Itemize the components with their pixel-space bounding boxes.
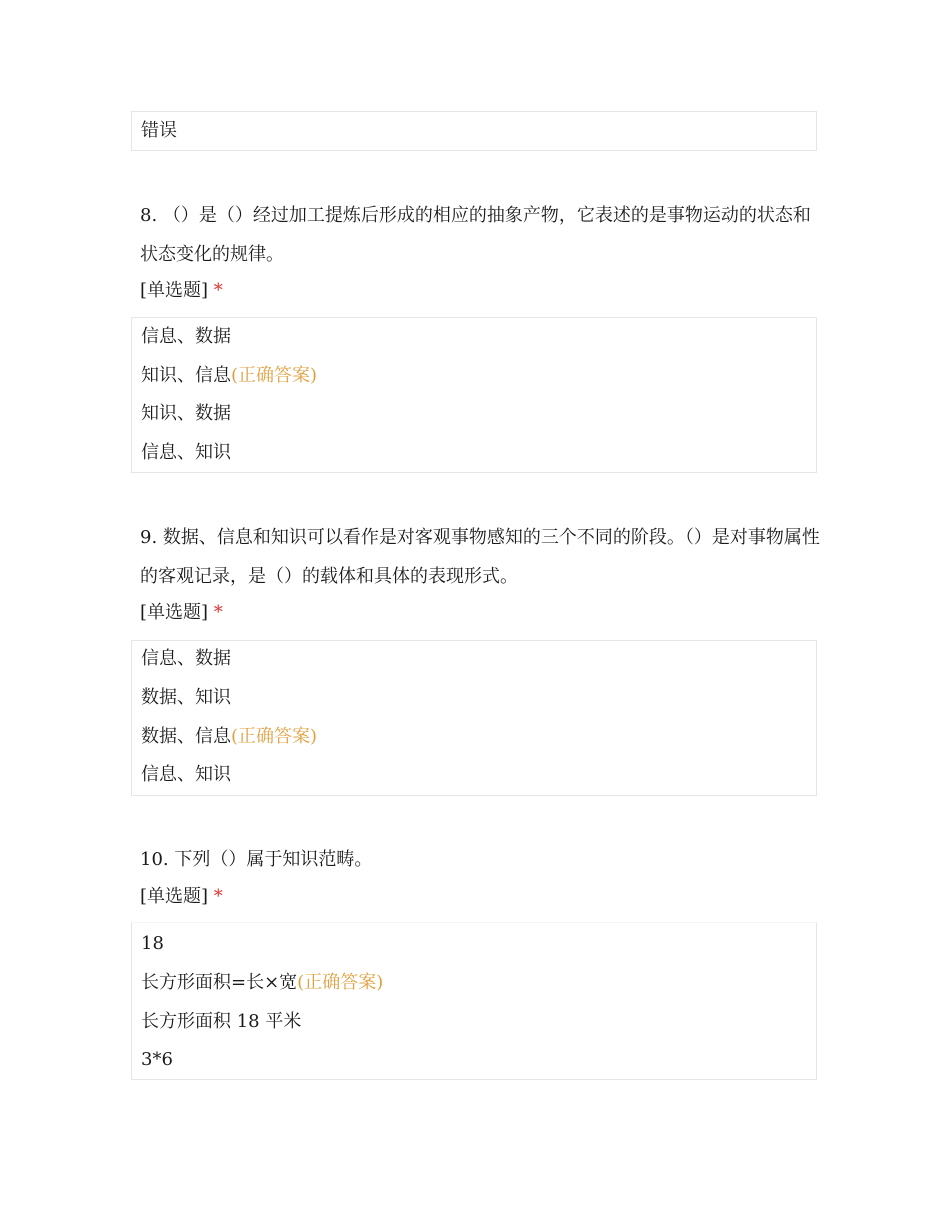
q9-options-box [131,640,817,796]
required-marker: * [213,602,223,623]
option-text: 错误 [141,120,177,141]
q10-question [140,840,820,879]
option-text: 3*6 [141,1049,173,1070]
required-marker: * [213,886,223,907]
required-marker: * [213,280,223,301]
option-text: 知识、数据 [141,403,231,424]
q9-type-label [140,602,223,624]
q10-option-3[interactable] [141,1011,301,1033]
q10-option-2[interactable] [141,972,383,994]
question-text: 下列（）属于知识范畴。 [174,849,373,870]
correct-answer-mark: (正确答案) [297,972,384,993]
option-text: 18 [141,933,164,954]
q8-option-4[interactable] [141,442,231,464]
q9-question [140,518,820,596]
question-number: 8. [140,205,158,226]
question-type: [单选题] [140,280,209,301]
option-text: 数据、知识 [141,687,231,708]
option-text: 信息、知识 [141,442,231,463]
q9-option-1[interactable] [141,648,231,670]
option-text: 信息、数据 [141,648,231,669]
correct-answer-mark: (正确答案) [231,365,318,386]
q7-option-1[interactable] [141,120,177,142]
question-type: [单选题] [140,602,209,623]
q7-options-box [131,111,817,151]
question-text: （）是（）经过加工提炼后形成的相应的抽象产物，它表述的是事物运动的状态和状态变化的规律。 [140,205,811,265]
q8-option-2[interactable] [141,365,317,387]
option-text: 长方形面积 18 平米 [141,1011,302,1032]
q9-option-3[interactable] [141,726,317,748]
option-text: 信息、知识 [141,764,231,785]
question-number: 10. [140,849,169,870]
q10-option-1[interactable] [141,933,164,955]
question-type: [单选题] [140,886,209,907]
q10-options-box [131,922,817,1080]
option-text: 长方形面积=长×宽 [141,972,298,993]
q8-option-3[interactable] [141,403,231,425]
option-text: 知识、信息 [141,365,231,386]
question-number: 9. [140,527,158,548]
q9-option-4[interactable] [141,764,231,786]
question-text: 数据、信息和知识可以看作是对客观事物感知的三个不同的阶段。（）是对事物属性的客观记录，是（）的载体和具体的表现形式。 [140,527,820,587]
q8-options-box [131,317,817,473]
q8-option-1[interactable] [141,326,231,348]
option-text: 信息、数据 [141,326,231,347]
q10-option-4[interactable] [141,1049,173,1071]
q9-option-2[interactable] [141,687,231,709]
q10-type-label [140,886,223,908]
correct-answer-mark: (正确答案) [231,726,318,747]
option-text: 数据、信息 [141,726,231,747]
q8-question [140,196,820,274]
q8-type-label [140,280,223,302]
